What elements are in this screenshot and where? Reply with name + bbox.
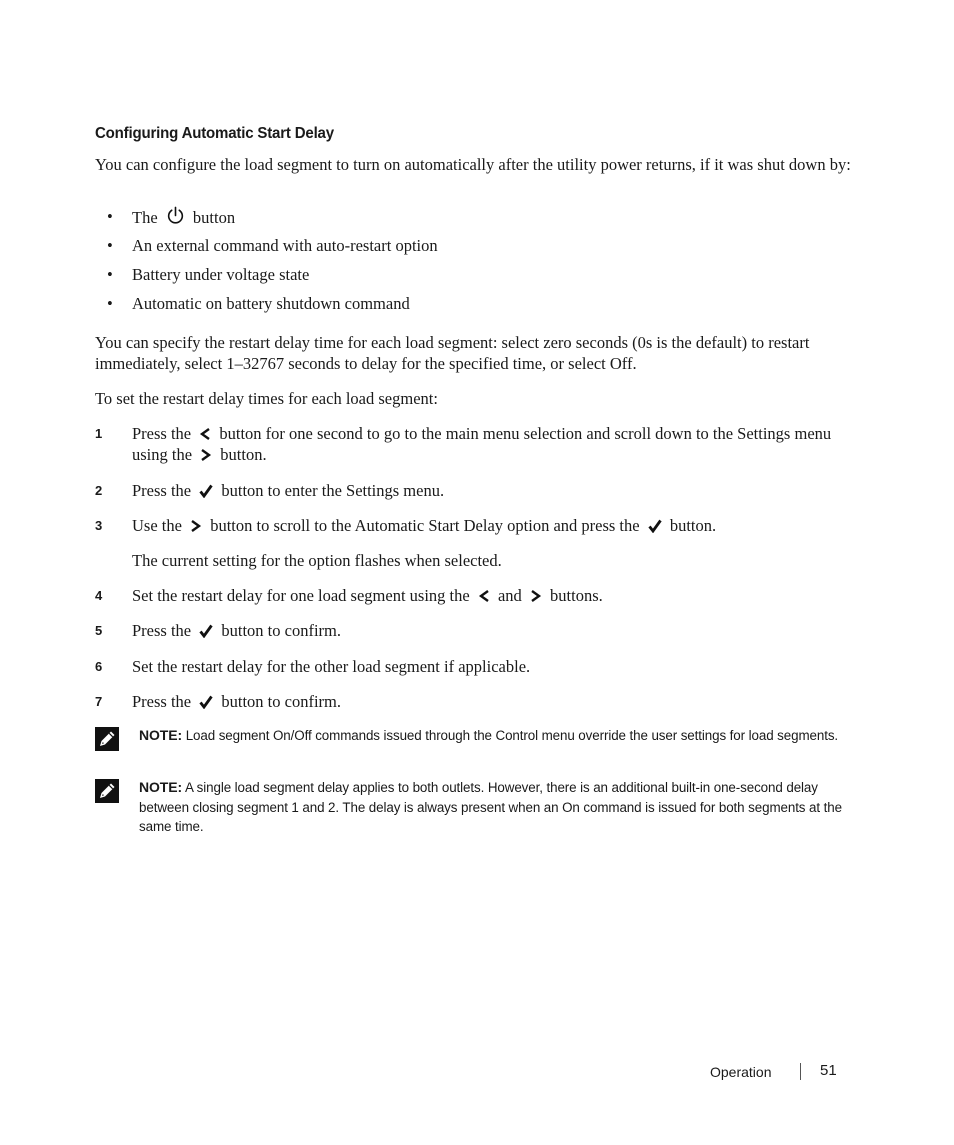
step-text [132,515,832,536]
step-text-part: button to scroll to the Automatic Start Delay option and press the [210,516,640,535]
step-number: 3 [95,518,103,533]
step-subtext: The current setting for the option flashes when selected. [132,551,502,570]
bullet-text-after: button [192,208,236,227]
note-pencil-icon [95,779,119,803]
checkmark-icon [199,484,213,498]
step-text-part: and [497,586,522,605]
step-text-part: button. [669,516,717,535]
chevron-left-icon [199,427,211,441]
step-text: Set the restart delay for the other load segment if applicable. [132,657,531,676]
restart-delay-paragraph: You can specify the restart delay time for each load segment: select zero seconds (0s is the default) to restart immediately, select 1–32767 seconds to delay for the specified time, or select Off. [95,333,810,373]
step-number: 2 [95,483,103,498]
step-number: 5 [95,623,103,638]
step-text-part: Press the [132,424,192,443]
step-text [132,480,832,501]
step-number: 1 [95,426,103,441]
bullet-text-before: The [132,208,158,227]
checkmark-icon [199,695,213,709]
chevron-left-icon [478,589,490,603]
intro-paragraph: You can configure the load segment to turn on automatically after the utility power returns, if it was shut down by: [95,155,851,174]
checkmark-icon [199,624,213,638]
bullet-item: An external command with auto-restart option [132,236,438,255]
chevron-right-icon [200,448,212,462]
step-text-part: Press the [132,621,192,640]
step-text-part: button to confirm. [221,692,341,711]
step-text-part: Set the restart delay for one load segment using the [132,586,470,605]
checkmark-icon [648,519,662,533]
step-number: 6 [95,659,103,674]
step-text-part: Press the [132,692,192,711]
note-label: NOTE: [139,727,183,743]
step-text-part: button to confirm. [221,621,341,640]
section-heading: Configuring Automatic Start Delay [95,125,334,142]
bullet-item: Battery under voltage state [132,265,310,284]
step-text-part: button. [220,445,267,464]
step-text-part: button to enter the Settings menu. [221,481,445,500]
note-label: NOTE: [139,779,183,795]
step-text [132,423,832,465]
bullet-marker: • [107,236,113,255]
power-icon [166,206,185,225]
bullet-marker: • [107,207,113,226]
bullet-item: Automatic on battery shutdown command [132,294,410,313]
instructions-intro: To set the restart delay times for each load segment: [95,389,438,408]
note-pencil-icon [95,727,119,751]
note [139,726,859,746]
chevron-right-icon [530,589,542,603]
bullet-item [132,206,235,228]
step-number: 4 [95,588,103,603]
note-text: A single load segment delay applies to both outlets. However, there is an additional built-in one-second delay between closing segment 1 and 2. The delay is always present when an On command is issued for both segments at the same time. [139,780,842,834]
step-text-part: Use the [132,516,182,535]
chevron-right-icon [190,519,202,533]
step-text-part: button for one second to go to the main menu selection and scroll down to the Settings menu using the [132,424,832,464]
step-text [132,691,832,712]
page-number: 51 [820,1062,837,1079]
footer-section-name: Operation [710,1064,772,1080]
footer-separator [800,1063,801,1080]
step-number: 7 [95,694,103,709]
step-text-part: Press the [132,481,192,500]
bullet-marker: • [107,265,113,284]
note [139,778,859,837]
step-text-part: buttons. [550,586,603,605]
bullet-marker: • [107,294,113,313]
step-text [132,585,832,606]
step-text [132,620,832,641]
note-text: Load segment On/Off commands issued through the Control menu override the user settings for load segments. [185,728,839,743]
